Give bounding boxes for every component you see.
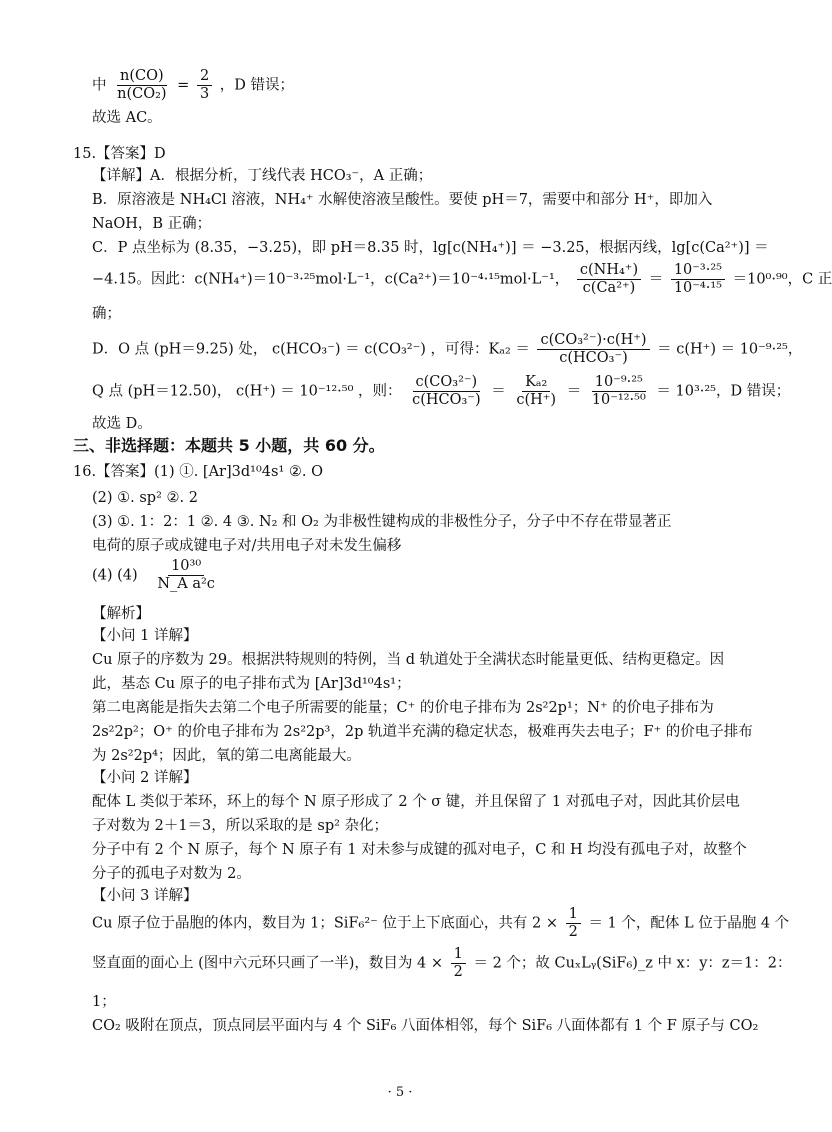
q15-detail-b: B．原溶液是 NH₄Cl 溶液，NH₄⁺ 水解使溶液呈酸性。要使 pH＝7，需要中和部分 H⁺，即加入 [92, 192, 713, 208]
q15-detail-d [92, 332, 802, 367]
text: D．O 点 (pH＝9.25) 处， c(HCO₃⁻) ＝ c(CO₃²⁻) ，可得：Kₐ₂ ＝ [92, 341, 530, 358]
subq2-line-c: 分子中有 2 个 N 原子，每个 N 原子有 1 对未参与成键的孤对电子，C 和 H 均没有孤电子对，故整个 [92, 842, 747, 858]
frac-den: c(H⁺) [516, 392, 557, 408]
q15-detail-b2: NaOH，B 正确； [92, 216, 212, 232]
section-heading: 三、非选择题：本题共 5 小题，共 60 分。 [73, 436, 385, 455]
fraction [671, 262, 725, 297]
frac-num: 2 [197, 68, 212, 86]
answer-16-3b: 电荷的原子或成键电子对/共用电子对未发生偏移 [92, 538, 402, 554]
page-number: · 5 · [387, 1085, 413, 1100]
answer-16-2: (2) ①. sp² ②. 2 [92, 490, 198, 506]
fraction [154, 558, 218, 593]
text: ＝ 10³·²⁵，D 错误； [656, 383, 791, 400]
text: ＝ c(H⁺) ＝ 10⁻⁹·²⁵， [657, 341, 803, 358]
frac-num: 10⁻⁹·²⁵ [592, 374, 646, 392]
text: ＝ [491, 383, 506, 400]
text: Q 点 (pH＝12.50)， c(H⁺) ＝ 10⁻¹²·⁵⁰ ，则： [92, 383, 402, 400]
q15-detail-c2 [92, 262, 832, 297]
q15-detail-c: C．P 点坐标为 (8.35，−3.25)，即 pH＝8.35 时，lg[c(NH₄⁺)] ＝ −3.25，根据丙线，lg[c(Ca²⁺)] ＝ [92, 240, 769, 256]
fraction [409, 374, 484, 409]
fraction [197, 68, 212, 103]
fraction [513, 374, 559, 409]
text: 中 [92, 77, 107, 94]
frac-num: 1 [566, 906, 581, 924]
q15-detail-a: 【详解】A．根据分析，丁线代表 HCO₃⁻，A 正确； [92, 168, 433, 184]
q15-end: 故选 D。 [92, 416, 152, 432]
subq1-line-e: 为 2s²2p⁴；因此，氧的第二电离能最大。 [92, 748, 361, 764]
frac-den: N_A a²c [157, 576, 215, 592]
answer-16: 16.【答案】(1) ①. [Ar]3d¹⁰4s¹ ②. O [73, 464, 323, 480]
analysis-heading: 【解析】 [92, 606, 150, 622]
text: Cu 原子位于晶胞的体内，数目为 1；SiF₆²⁻ 位于上下底面心，共有 2 × [92, 915, 558, 932]
subq2-heading: 【小问 2 详解】 [92, 770, 198, 786]
fraction [589, 374, 649, 409]
subq2-line-a: 配体 L 类似于苯环，环上的每个 N 原子形成了 2 个 σ 键，并且保留了 1 对孤电子对，因此其价层电 [92, 794, 740, 810]
frac-den: c(HCO₃⁻) [412, 392, 481, 408]
fraction [566, 906, 581, 941]
frac-num: 10⁻³·²⁵ [671, 262, 725, 280]
answer-16-3: (3) ①. 1：2：1 ②. 4 ③. N₂ 和 O₂ 为非极性键构成的非极性分子，分子中不存在带显著正 [92, 514, 672, 530]
subq1-line-d: 2s²2p²；O⁺ 的价电子排布为 2s²2p³，2p 轨道半充满的稳定状态，极难再失去电子；F⁺ 的价电子排布 [92, 724, 753, 740]
frac-num: c(CO₃²⁻)·c(H⁺) [537, 332, 649, 350]
subq3-line-d: CO₂ 吸附在顶点，顶点同层平面内与 4 个 SiF₆ 八面体相邻，每个 SiF₆ 八面体都有 1 个 F 原子与 CO₂ [92, 1018, 759, 1034]
subq1-line-c: 第二电离能是指失去第二个电子所需要的能量；C⁺ 的价电子排布为 2s²2p¹；N⁺ 的价电子排布为 [92, 700, 714, 716]
text: (4) (4) [92, 567, 138, 584]
text: −4.15。因此：c(NH₄⁺)＝10⁻³·²⁵mol·L⁻¹，c(Ca²⁺)＝10⁻⁴·¹⁵mol·L⁻¹， [92, 271, 570, 288]
frac-num: c(CO₃²⁻) [413, 374, 481, 392]
text: 竖直面的面心上 (图中六元环只画了一半)，数目为 4 × [92, 955, 444, 972]
text: ＝ 1 个，配体 L 位于晶胞 4 个 [588, 915, 790, 932]
fraction [114, 68, 169, 103]
frac-num: n(CO) [117, 68, 167, 86]
frac-den: 2 [568, 924, 578, 940]
text: ＝ [648, 271, 664, 288]
text: ＝ 2 个；故 CuₓLᵧ(SiF₆)_z 中 x：y：z＝1：2： [473, 955, 792, 972]
subq1-line-a: Cu 原子的序数为 29。根据洪特规则的特例，当 d 轨道处于全满状态时能量更低、结构更稳定。因 [92, 652, 725, 668]
line-l1 [92, 68, 294, 103]
subq2-line-b: 子对数为 2＋1＝3，所以采取的是 sp² 杂化； [92, 818, 389, 834]
text: ＝ [566, 383, 582, 400]
subq3-line-b [92, 946, 792, 981]
frac-den: 3 [199, 86, 210, 102]
q15-detail-q [92, 374, 790, 409]
answer-16-4 [92, 558, 221, 593]
frac-num: 10³⁰ [168, 558, 204, 576]
frac-den: c(HCO₃⁻) [559, 350, 628, 366]
q15-detail-c3: 确； [92, 306, 121, 322]
frac-num: c(NH₄⁺) [577, 262, 641, 280]
text: ，D 错误； [219, 77, 295, 94]
frac-den: 2 [453, 964, 463, 980]
subq2-line-d: 分子的孤电子对数为 2。 [92, 866, 251, 882]
frac-den: 10⁻⁴·¹⁵ [673, 280, 722, 296]
fraction [537, 332, 649, 367]
subq3-heading: 【小问 3 详解】 [92, 888, 198, 904]
fraction [577, 262, 641, 297]
frac-den: 10⁻¹²·⁵⁰ [591, 392, 646, 408]
answer-15: 15.【答案】D [73, 146, 166, 162]
fraction [451, 946, 466, 981]
subq1-heading: 【小问 1 详解】 [92, 628, 198, 644]
text: = [177, 77, 190, 94]
frac-num: Kₐ₂ [522, 374, 550, 392]
subq3-line-c: 1； [92, 994, 116, 1010]
text: ＝10⁰·⁹⁰，C 正 [732, 271, 832, 288]
subq1-line-b: 此，基态 Cu 原子的电子排布式为 [Ar]3d¹⁰4s¹； [92, 676, 411, 692]
frac-den: c(Ca²⁺) [582, 280, 636, 296]
frac-den: n(CO₂) [117, 86, 167, 102]
subq3-line-a [92, 906, 789, 941]
line-l2: 故选 AC。 [92, 110, 162, 126]
frac-num: 1 [451, 946, 466, 964]
